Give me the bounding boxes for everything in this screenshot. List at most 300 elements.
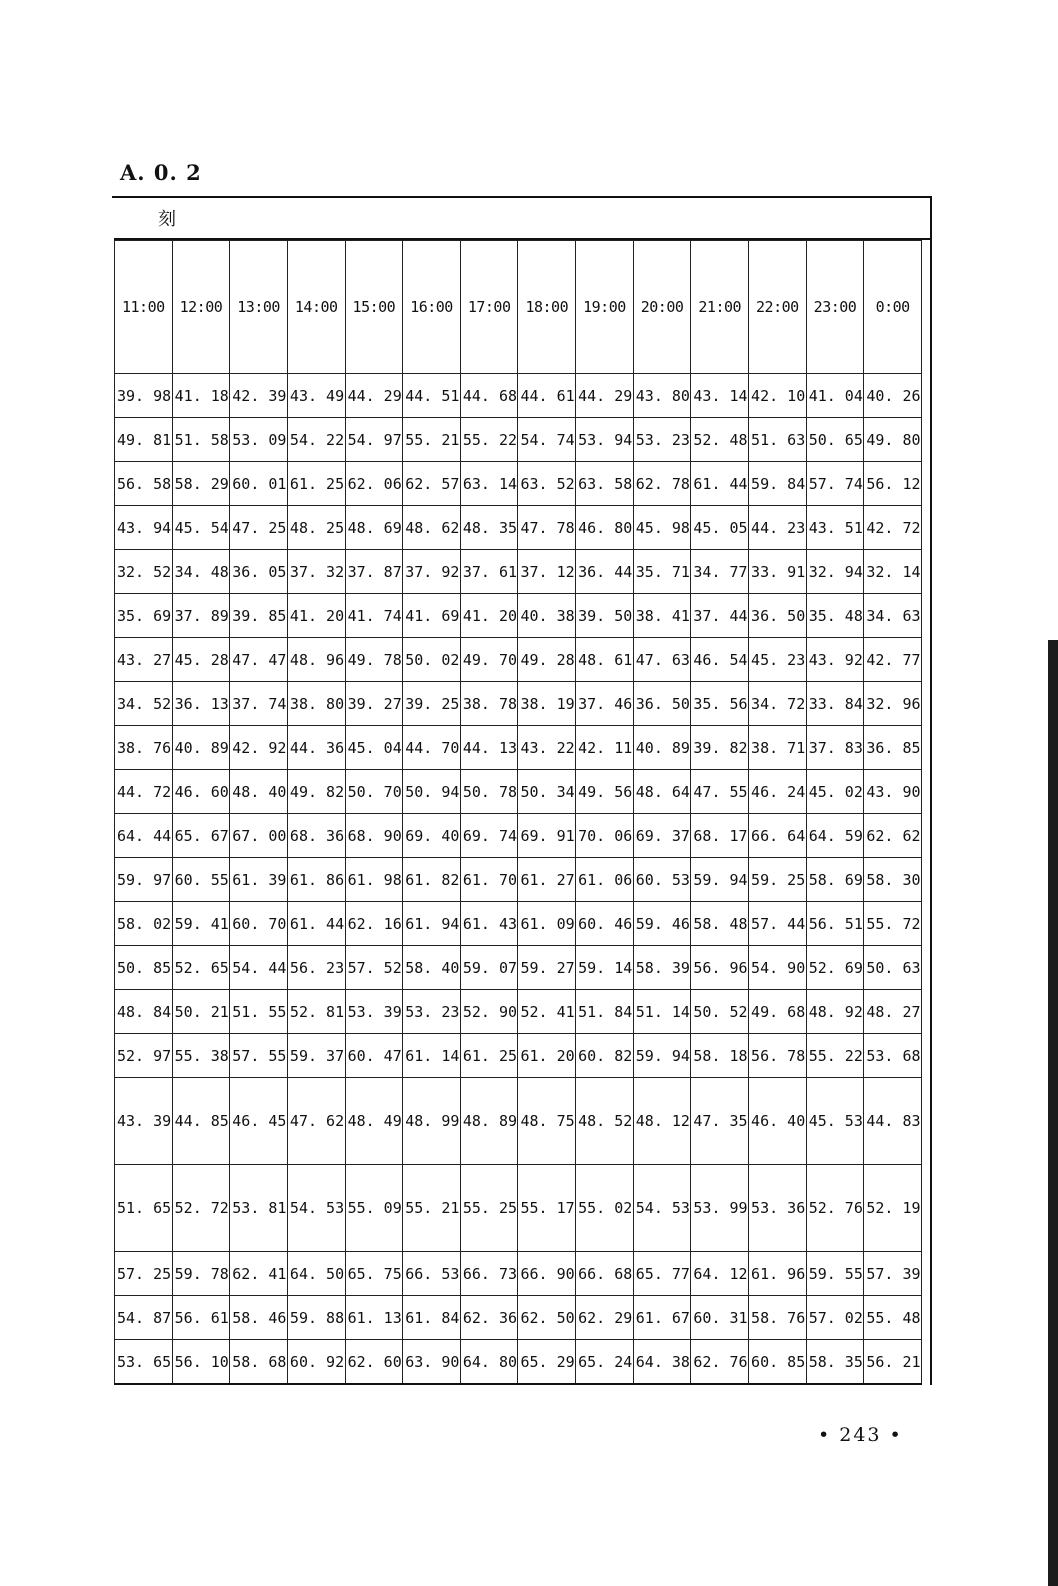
table-cell: 43. 14	[691, 374, 749, 418]
table-cell: 43. 22	[518, 726, 576, 770]
table-cell: 36. 85	[864, 726, 922, 770]
table-cell: 63. 52	[518, 462, 576, 506]
table-cell: 49. 80	[864, 418, 922, 462]
table-cell: 44. 85	[172, 1078, 230, 1165]
table-cell: 61. 25	[287, 462, 345, 506]
table-cell: 61. 82	[403, 858, 461, 902]
table-cell: 39. 98	[115, 374, 173, 418]
table-cell: 42. 39	[230, 374, 288, 418]
table-cell: 50. 34	[518, 770, 576, 814]
table-cell: 62. 36	[460, 1296, 518, 1340]
table-cell: 37. 12	[518, 550, 576, 594]
column-header: 23:00	[806, 241, 864, 374]
table-cell: 57. 52	[345, 946, 403, 990]
table-cell: 69. 37	[633, 814, 691, 858]
table-cell: 43. 39	[115, 1078, 173, 1165]
table-row	[115, 770, 922, 814]
table-cell: 44. 36	[287, 726, 345, 770]
table-cell: 65. 75	[345, 1252, 403, 1296]
table-cell: 39. 85	[230, 594, 288, 638]
table-cell: 59. 27	[518, 946, 576, 990]
table-cell: 65. 24	[576, 1340, 634, 1385]
table-cell: 59. 97	[115, 858, 173, 902]
table-cell: 36. 44	[576, 550, 634, 594]
table-cell: 50. 52	[691, 990, 749, 1034]
column-header: 12:00	[172, 241, 230, 374]
table-cell: 57. 44	[749, 902, 807, 946]
table-cell: 52. 19	[864, 1165, 922, 1252]
table-row	[115, 506, 922, 550]
table-cell: 44. 29	[576, 374, 634, 418]
page-edge-shadow	[1048, 640, 1058, 1586]
table-cell: 62. 06	[345, 462, 403, 506]
table-cell: 53. 65	[115, 1340, 173, 1385]
table-cell: 48. 89	[460, 1078, 518, 1165]
table-cell: 55. 02	[576, 1165, 634, 1252]
table-cell: 58. 18	[691, 1034, 749, 1078]
table-cell: 34. 48	[172, 550, 230, 594]
table-cell: 62. 78	[633, 462, 691, 506]
table-cell: 49. 82	[287, 770, 345, 814]
table-cell: 42. 11	[576, 726, 634, 770]
table-cell: 38. 19	[518, 682, 576, 726]
table-cell: 46. 60	[172, 770, 230, 814]
table-cell: 48. 49	[345, 1078, 403, 1165]
table-cell: 51. 58	[172, 418, 230, 462]
table-cell: 48. 96	[287, 638, 345, 682]
table-cell: 53. 36	[749, 1165, 807, 1252]
table-cell: 65. 77	[633, 1252, 691, 1296]
table-cell: 53. 68	[864, 1034, 922, 1078]
table-cell: 61. 86	[287, 858, 345, 902]
table-cell: 50. 21	[172, 990, 230, 1034]
data-table-container	[114, 198, 932, 1385]
table-cell: 60. 01	[230, 462, 288, 506]
table-cell: 56. 58	[115, 462, 173, 506]
column-header: 16:00	[403, 241, 461, 374]
table-cell: 66. 90	[518, 1252, 576, 1296]
table-cell: 54. 53	[633, 1165, 691, 1252]
table-cell: 45. 04	[345, 726, 403, 770]
table-cell: 48. 52	[576, 1078, 634, 1165]
table-cell: 49. 70	[460, 638, 518, 682]
table-cell: 55. 25	[460, 1165, 518, 1252]
table-cell: 44. 83	[864, 1078, 922, 1165]
table-cell: 59. 41	[172, 902, 230, 946]
table-cell: 58. 48	[691, 902, 749, 946]
table-cell: 62. 57	[403, 462, 461, 506]
table-cell: 32. 94	[806, 550, 864, 594]
table-cell: 46. 54	[691, 638, 749, 682]
table-cell: 47. 47	[230, 638, 288, 682]
table-cell: 61. 98	[345, 858, 403, 902]
table-caption-row	[114, 198, 930, 240]
table-cell: 53. 23	[633, 418, 691, 462]
table-cell: 43. 90	[864, 770, 922, 814]
table-cell: 38. 76	[115, 726, 173, 770]
table-cell: 56. 96	[691, 946, 749, 990]
table-cell: 34. 72	[749, 682, 807, 726]
table-cell: 53. 99	[691, 1165, 749, 1252]
table-cell: 34. 77	[691, 550, 749, 594]
table-cell: 63. 90	[403, 1340, 461, 1385]
table-cell: 62. 16	[345, 902, 403, 946]
table-cell: 68. 17	[691, 814, 749, 858]
table-row	[115, 1034, 922, 1078]
table-cell: 35. 71	[633, 550, 691, 594]
table-cell: 64. 44	[115, 814, 173, 858]
table-cell: 37. 46	[576, 682, 634, 726]
table-cell: 49. 81	[115, 418, 173, 462]
table-cell: 52. 90	[460, 990, 518, 1034]
table-cell: 46. 24	[749, 770, 807, 814]
table-cell: 54. 53	[287, 1165, 345, 1252]
table-cell: 53. 94	[576, 418, 634, 462]
table-row	[115, 990, 922, 1034]
table-cell: 69. 91	[518, 814, 576, 858]
table-cell: 35. 69	[115, 594, 173, 638]
table-cell: 43. 92	[806, 638, 864, 682]
table-cell: 57. 39	[864, 1252, 922, 1296]
table-cell: 51. 55	[230, 990, 288, 1034]
table-cell: 42. 92	[230, 726, 288, 770]
table-row	[115, 594, 922, 638]
table-cell: 61. 25	[460, 1034, 518, 1078]
table-cell: 41. 74	[345, 594, 403, 638]
table-cell: 58. 76	[749, 1296, 807, 1340]
table-cell: 47. 55	[691, 770, 749, 814]
table-cell: 37. 87	[345, 550, 403, 594]
table-cell: 56. 12	[864, 462, 922, 506]
table-cell: 48. 69	[345, 506, 403, 550]
table-cell: 50. 02	[403, 638, 461, 682]
table-cell: 45. 98	[633, 506, 691, 550]
table-cell: 52. 65	[172, 946, 230, 990]
table-cell: 48. 27	[864, 990, 922, 1034]
table-header-row	[115, 241, 922, 374]
table-cell: 45. 54	[172, 506, 230, 550]
table-cell: 36. 50	[633, 682, 691, 726]
table-cell: 57. 25	[115, 1252, 173, 1296]
table-cell: 62. 41	[230, 1252, 288, 1296]
table-cell: 44. 72	[115, 770, 173, 814]
table-cell: 48. 99	[403, 1078, 461, 1165]
table-cell: 48. 92	[806, 990, 864, 1034]
table-cell: 41. 20	[287, 594, 345, 638]
table-cell: 64. 80	[460, 1340, 518, 1385]
table-cell: 53. 09	[230, 418, 288, 462]
table-row	[115, 1078, 922, 1165]
table-cell: 70. 06	[576, 814, 634, 858]
table-cell: 64. 12	[691, 1252, 749, 1296]
table-cell: 61. 27	[518, 858, 576, 902]
table-cell: 59. 46	[633, 902, 691, 946]
table-cell: 61. 39	[230, 858, 288, 902]
table-cell: 35. 48	[806, 594, 864, 638]
table-cell: 59. 14	[576, 946, 634, 990]
table-cell: 41. 69	[403, 594, 461, 638]
table-cell: 61. 84	[403, 1296, 461, 1340]
table-cell: 65. 67	[172, 814, 230, 858]
table-cell: 37. 61	[460, 550, 518, 594]
table-cell: 60. 55	[172, 858, 230, 902]
table-cell: 40. 38	[518, 594, 576, 638]
table-cell: 50. 63	[864, 946, 922, 990]
table-cell: 41. 18	[172, 374, 230, 418]
hourly-data-table	[114, 240, 922, 1385]
table-cell: 56. 23	[287, 946, 345, 990]
table-cell: 54. 90	[749, 946, 807, 990]
table-cell: 55. 22	[806, 1034, 864, 1078]
table-cell: 56. 10	[172, 1340, 230, 1385]
table-row	[115, 638, 922, 682]
table-cell: 56. 21	[864, 1340, 922, 1385]
table-cell: 37. 74	[230, 682, 288, 726]
table-cell: 57. 02	[806, 1296, 864, 1340]
table-row	[115, 682, 922, 726]
column-header: 22:00	[749, 241, 807, 374]
table-cell: 60. 31	[691, 1296, 749, 1340]
column-header: 0:00	[864, 241, 922, 374]
table-cell: 61. 09	[518, 902, 576, 946]
table-cell: 33. 84	[806, 682, 864, 726]
table-cell: 52. 97	[115, 1034, 173, 1078]
table-cell: 56. 61	[172, 1296, 230, 1340]
table-cell: 50. 70	[345, 770, 403, 814]
table-cell: 44. 51	[403, 374, 461, 418]
table-cell: 56. 78	[749, 1034, 807, 1078]
table-cell: 50. 94	[403, 770, 461, 814]
table-cell: 33. 91	[749, 550, 807, 594]
table-cell: 61. 70	[460, 858, 518, 902]
table-cell: 57. 74	[806, 462, 864, 506]
table-cell: 64. 38	[633, 1340, 691, 1385]
table-cell: 39. 27	[345, 682, 403, 726]
table-cell: 39. 82	[691, 726, 749, 770]
table-cell: 52. 72	[172, 1165, 230, 1252]
table-cell: 59. 94	[691, 858, 749, 902]
table-cell: 43. 49	[287, 374, 345, 418]
table-cell: 40. 89	[633, 726, 691, 770]
table-cell: 52. 81	[287, 990, 345, 1034]
table-cell: 44. 23	[749, 506, 807, 550]
table-cell: 37. 83	[806, 726, 864, 770]
table-cell: 44. 70	[403, 726, 461, 770]
table-cell: 61. 44	[287, 902, 345, 946]
table-cell: 49. 68	[749, 990, 807, 1034]
table-cell: 68. 36	[287, 814, 345, 858]
table-cell: 46. 40	[749, 1078, 807, 1165]
table-cell: 68. 90	[345, 814, 403, 858]
table-cell: 38. 78	[460, 682, 518, 726]
table-cell: 53. 23	[403, 990, 461, 1034]
table-row	[115, 902, 922, 946]
section-title: A. 0. 2	[120, 160, 202, 185]
table-cell: 44. 68	[460, 374, 518, 418]
table-cell: 46. 80	[576, 506, 634, 550]
table-cell: 48. 75	[518, 1078, 576, 1165]
table-cell: 57. 55	[230, 1034, 288, 1078]
table-cell: 61. 94	[403, 902, 461, 946]
table-cell: 43. 80	[633, 374, 691, 418]
table-cell: 62. 76	[691, 1340, 749, 1385]
column-header: 13:00	[230, 241, 288, 374]
table-cell: 61. 06	[576, 858, 634, 902]
table-cell: 62. 62	[864, 814, 922, 858]
table-cell: 32. 52	[115, 550, 173, 594]
table-cell: 65. 29	[518, 1340, 576, 1385]
table-cell: 40. 26	[864, 374, 922, 418]
table-cell: 43. 94	[115, 506, 173, 550]
table-row	[115, 550, 922, 594]
table-cell: 55. 72	[864, 902, 922, 946]
table-cell: 60. 46	[576, 902, 634, 946]
table-cell: 63. 58	[576, 462, 634, 506]
table-row	[115, 462, 922, 506]
table-cell: 44. 29	[345, 374, 403, 418]
table-cell: 58. 29	[172, 462, 230, 506]
table-cell: 45. 53	[806, 1078, 864, 1165]
table-cell: 61. 96	[749, 1252, 807, 1296]
table-cell: 53. 39	[345, 990, 403, 1034]
table-cell: 59. 25	[749, 858, 807, 902]
table-cell: 59. 55	[806, 1252, 864, 1296]
table-row	[115, 814, 922, 858]
column-header: 21:00	[691, 241, 749, 374]
table-cell: 44. 61	[518, 374, 576, 418]
table-cell: 50. 65	[806, 418, 864, 462]
table-cell: 49. 28	[518, 638, 576, 682]
table-cell: 48. 64	[633, 770, 691, 814]
table-cell: 45. 23	[749, 638, 807, 682]
table-cell: 41. 20	[460, 594, 518, 638]
table-cell: 42. 10	[749, 374, 807, 418]
table-cell: 59. 94	[633, 1034, 691, 1078]
table-cell: 59. 84	[749, 462, 807, 506]
table-row	[115, 1340, 922, 1385]
table-cell: 59. 07	[460, 946, 518, 990]
table-cell: 52. 69	[806, 946, 864, 990]
table-cell: 48. 61	[576, 638, 634, 682]
table-cell: 41. 04	[806, 374, 864, 418]
table-cell: 55. 17	[518, 1165, 576, 1252]
table-row	[115, 1165, 922, 1252]
table-cell: 64. 59	[806, 814, 864, 858]
table-cell: 49. 56	[576, 770, 634, 814]
table-cell: 52. 41	[518, 990, 576, 1034]
table-cell: 37. 89	[172, 594, 230, 638]
table-cell: 51. 84	[576, 990, 634, 1034]
table-caption: 刻	[158, 209, 176, 230]
table-cell: 59. 37	[287, 1034, 345, 1078]
column-header: 20:00	[633, 241, 691, 374]
table-cell: 48. 40	[230, 770, 288, 814]
table-cell: 47. 78	[518, 506, 576, 550]
table-cell: 48. 84	[115, 990, 173, 1034]
table-cell: 64. 50	[287, 1252, 345, 1296]
table-cell: 55. 09	[345, 1165, 403, 1252]
table-cell: 61. 20	[518, 1034, 576, 1078]
table-cell: 53. 81	[230, 1165, 288, 1252]
table-cell: 56. 51	[806, 902, 864, 946]
table-cell: 58. 46	[230, 1296, 288, 1340]
table-row	[115, 374, 922, 418]
table-cell: 58. 40	[403, 946, 461, 990]
table-cell: 39. 50	[576, 594, 634, 638]
table-cell: 62. 60	[345, 1340, 403, 1385]
table-cell: 58. 02	[115, 902, 173, 946]
table-cell: 60. 85	[749, 1340, 807, 1385]
table-row	[115, 1296, 922, 1340]
table-body	[115, 374, 922, 1385]
table-cell: 50. 85	[115, 946, 173, 990]
table-cell: 62. 29	[576, 1296, 634, 1340]
table-cell: 54. 97	[345, 418, 403, 462]
table-cell: 40. 89	[172, 726, 230, 770]
table-cell: 38. 41	[633, 594, 691, 638]
table-cell: 66. 68	[576, 1252, 634, 1296]
table-cell: 61. 67	[633, 1296, 691, 1340]
table-cell: 55. 38	[172, 1034, 230, 1078]
table-cell: 48. 35	[460, 506, 518, 550]
table-row	[115, 726, 922, 770]
table-cell: 45. 28	[172, 638, 230, 682]
column-header: 19:00	[576, 241, 634, 374]
table-cell: 58. 39	[633, 946, 691, 990]
table-cell: 34. 52	[115, 682, 173, 726]
table-cell: 55. 21	[403, 418, 461, 462]
table-cell: 47. 25	[230, 506, 288, 550]
table-cell: 61. 13	[345, 1296, 403, 1340]
table-cell: 61. 44	[691, 462, 749, 506]
table-cell: 38. 80	[287, 682, 345, 726]
table-cell: 38. 71	[749, 726, 807, 770]
table-cell: 54. 22	[287, 418, 345, 462]
table-cell: 46. 45	[230, 1078, 288, 1165]
table-cell: 36. 50	[749, 594, 807, 638]
table-cell: 69. 74	[460, 814, 518, 858]
table-cell: 42. 77	[864, 638, 922, 682]
table-cell: 60. 70	[230, 902, 288, 946]
table-cell: 51. 63	[749, 418, 807, 462]
table-cell: 55. 48	[864, 1296, 922, 1340]
table-cell: 69. 40	[403, 814, 461, 858]
column-header: 18:00	[518, 241, 576, 374]
column-header: 11:00	[115, 241, 173, 374]
table-cell: 59. 88	[287, 1296, 345, 1340]
table-cell: 61. 43	[460, 902, 518, 946]
page-number: • 243 •	[818, 1424, 903, 1446]
table-cell: 58. 35	[806, 1340, 864, 1385]
table-row	[115, 946, 922, 990]
table-cell: 45. 05	[691, 506, 749, 550]
table-cell: 55. 22	[460, 418, 518, 462]
table-cell: 50. 78	[460, 770, 518, 814]
table-cell: 37. 44	[691, 594, 749, 638]
table-cell: 43. 51	[806, 506, 864, 550]
table-cell: 42. 72	[864, 506, 922, 550]
table-cell: 54. 87	[115, 1296, 173, 1340]
table-cell: 36. 05	[230, 550, 288, 594]
table-cell: 47. 63	[633, 638, 691, 682]
table-cell: 58. 69	[806, 858, 864, 902]
table-cell: 45. 02	[806, 770, 864, 814]
table-cell: 48. 25	[287, 506, 345, 550]
table-cell: 51. 14	[633, 990, 691, 1034]
table-cell: 39. 25	[403, 682, 461, 726]
table-cell: 58. 68	[230, 1340, 288, 1385]
table-cell: 37. 32	[287, 550, 345, 594]
